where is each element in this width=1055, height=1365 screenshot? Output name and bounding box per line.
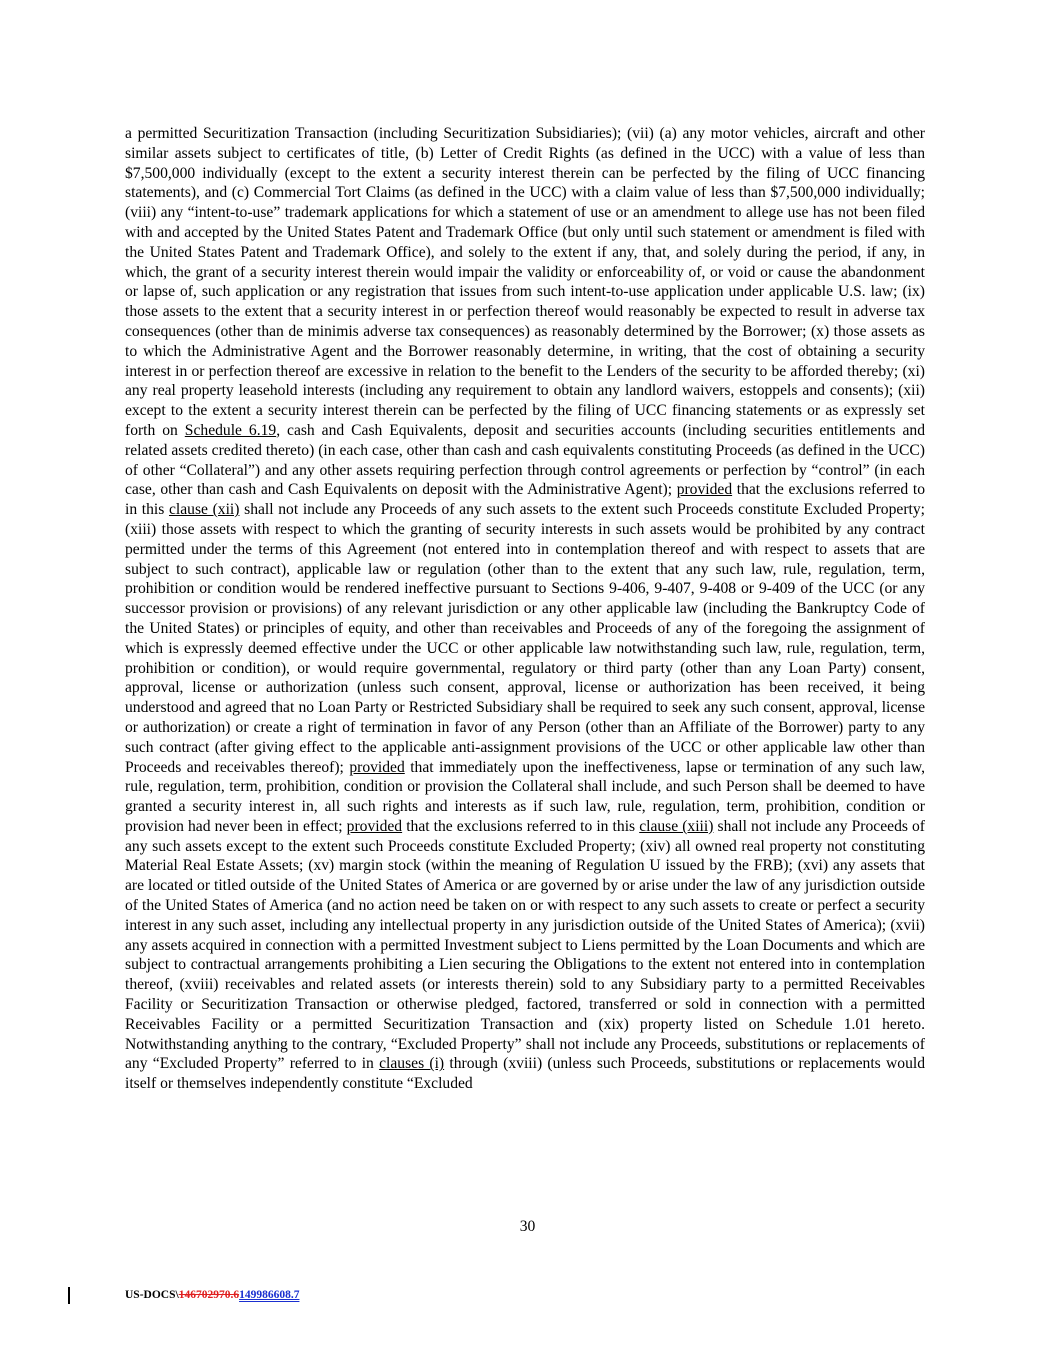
body-paragraph: [125, 124, 925, 1094]
docid-prefix: US-DOCS\: [125, 1289, 179, 1301]
body-text: shall not include any Proceeds of any such assets except to the extent such Proceeds constitute Excluded Property; (xiv) all owned real property not constituting Material Real Estate Assets; (xv) margin stock (within the meaning of Regulation U issued by the FRB); (xvi) any assets that are located or titled outside of the United States of America or are governed by or arise under the law of any jurisdiction outside of the United States of America (and no action need be taken on or with respect to any such assets to create or perfect a security interest in any such asset, including any intellectual property in any jurisdiction outside of the United States of America); (xvii) any assets acquired in connection with a permitted Investment subject to Liens permitted by the Loan Documents and which are subject to contractual arrangements prohibiting a Lien securing the Obligations to the extent not entered into in contemplation thereof, (xviii) receivables and related assets (or interests therein) sold to any Subsidiary party to a permitted Receivables Facility or Securitization Transaction or otherwise pledged, factored, transferred or sold in connection with a permitted Receivables Facility or a permitted Securitization Transaction and (xix) property listed on Schedule 1.01 hereto. Notwithstanding anything to the contrary, “Excluded Property” shall not include any Proceeds, substitutions or replacements of any “Excluded Property” referred to in: [125, 817, 926, 1073]
body-text: , cash and Cash Equivalents, deposit and securities accounts (including securities entitlements and related assets credited thereto) (in each case, other than cash and cash equivalents constituting Proceeds (as defined in the UCC) of other “Collateral”) and any other assets requiring perfection through control agreements or perfection by “control” (in each case, other than cash and Cash Equivalents on deposit with the Administrative Agent);: [125, 421, 925, 499]
body-text: that the exclusions referred to in this: [402, 817, 640, 835]
docid-inserted: 149986608.7: [239, 1289, 300, 1301]
change-bar: [68, 1287, 70, 1304]
page-number: 30: [519, 1218, 536, 1235]
provided-term: provided: [349, 758, 405, 776]
body-text: a permitted Securitization Transaction (including Securitization Subsidiaries); (vii) (a) any motor vehicles, aircraft and other similar assets subject to certificates of title, (b) Letter of Credit Rights (as defined in the UCC) with a value of less than $7,500,000 individually (except to the extent a security interest therein can be perfected by the filing of UCC financing statements), and (c) Commercial Tort Claims (as defined in the UCC) with a claim value of less than $7,500,000 individually; (viii) any “intent-to-use” trademark applications for which a statement of use or an amendment to allege use has not been filed with and accepted by the United States Patent and Trademark Office (but only until such statement or amendment is filed with the United States Patent and Trademark Office), and solely to the extent if any, that, and solely during the period, if any, in which, the grant of a security interest therein would impair the validity or enforceability of, or void or cause the abandonment or lapse of, such application or any registration that issues from such intent-to-use application under applicable U.S. law; (ix) those assets to the extent that a security interest in or perfection thereof would reasonably be expected to result in adverse tax consequences (other than de minimis adverse tax consequences) as reasonably determined by the Borrower; (x) those assets as to which the Administrative Agent and the Borrower reasonably determine, in writing, that the cost of obtaining a security interest in or perfection thereof are excessive in relation to the benefit to the Lenders of the security to be afforded thereby; (xi) any real property leasehold interests (including any requirement to obtain any landlord waivers, estoppels and consents); (xii) except to the extent a security interest therein can be perfected by the filing of UCC financing statements or as expressly set forth on: [125, 125, 925, 439]
body-text: that the exclusions referred to in this: [125, 481, 925, 519]
body-text: shall not include any Proceeds of any such assets to the extent such Proceeds constitute Excluded Property; (xiii) those assets with respect to which the granting of security interests in such assets would be prohibited by any contract permitted under the terms of this Agreement (not entered into in contemplation thereof and with respect to assets that are subject to such contract), applicable law or regulation (other than to the extent that any such law, rule, regulation, term, prohibition or condition would be rendered ineffective pursuant to Sections 9-406, 9-407, 9-408 or 9-409 of the UCC (or any successor provision or provisions) of any relevant jurisdiction or any other applicable law (including the Bankruptcy Code of the United States) or principles of equity, and other than receivables and Proceeds of any of the foregoing the assignment of which is expressly deemed effective under the UCC or other applicable law notwithstanding such law, rule, regulation, term, prohibition or condition), or would require governmental, regulatory or third party (other than any Loan Party) consent, approval, license or authorization (unless such consent, approval, license or authorization has been received, it being understood and agreed that no Loan Party or Restricted Subsidiary shall be required to seek any such consent, approval, license or authorization) or create a right of termination in favor of any Person (other than an Affiliate of the Borrower) party to any such contract (after giving effect to the applicable anti-assignment provisions of the UCC or other applicable law other than Proceeds and receivables thereof);: [125, 501, 925, 776]
body-text: through (xviii) (unless such Proceeds, substitutions or replacements would itself or themselves independently constitute “Excluded: [125, 1055, 925, 1093]
clause-reference: clauses (i): [379, 1055, 445, 1073]
schedule-reference: Schedule 6.19: [184, 421, 277, 439]
clause-reference: clause (xii): [168, 501, 240, 519]
docid-deleted: 146702970.6: [178, 1289, 240, 1301]
document-id-footer: [125, 1289, 299, 1301]
body-text: that immediately upon the ineffectiveness, lapse or termination of any such law, rule, regulation, term, prohibition, condition or provision the Collateral shall include, and such Person shall be deemed to have granted a security interest in, all such rights and interests as if such law, rule, regulation, term, prohibition, condition or provision had never been in effect;: [125, 758, 925, 835]
provided-term: provided: [676, 481, 733, 499]
provided-term: provided: [346, 817, 403, 835]
clause-reference: clause (xiii): [639, 817, 714, 835]
